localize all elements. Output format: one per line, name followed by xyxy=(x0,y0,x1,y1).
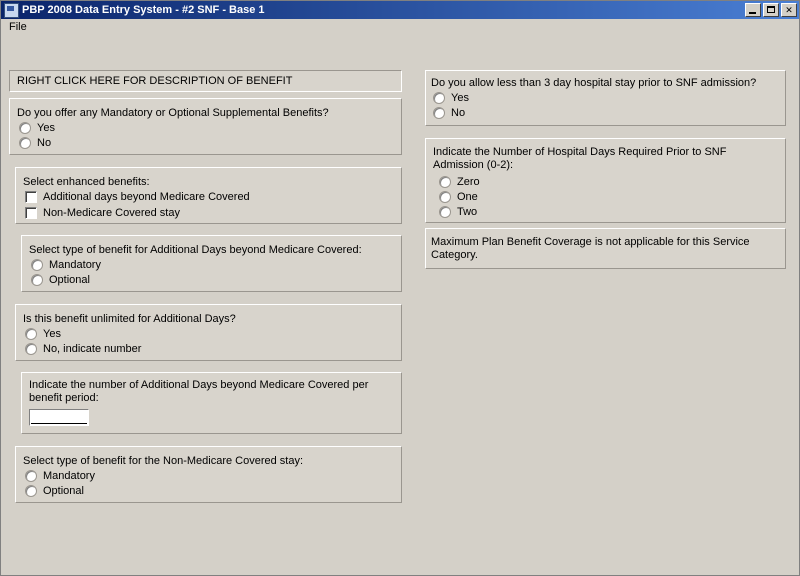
radio-icon[interactable] xyxy=(19,122,31,134)
radio-icon[interactable] xyxy=(25,470,37,482)
benefit-description-banner[interactable] xyxy=(9,70,402,92)
menu-bar xyxy=(1,19,799,36)
additional-days-benefit-type-option-mandatory[interactable] xyxy=(31,259,101,272)
option-label: Additional days beyond Medicare Covered xyxy=(43,191,250,203)
radio-icon[interactable] xyxy=(433,92,445,104)
max-plan-benefit-note: Maximum Plan Benefit Coverage is not applicable for this Service Category. xyxy=(431,236,750,261)
option-label: Yes xyxy=(37,122,55,134)
non-medicare-benefit-type-option-optional[interactable] xyxy=(25,485,84,498)
app-icon xyxy=(4,3,19,18)
option-label: Optional xyxy=(49,274,90,286)
close-button[interactable]: ✕ xyxy=(781,3,797,17)
enhanced-benefits-question: Select enhanced benefits: xyxy=(23,176,150,188)
radio-icon[interactable] xyxy=(433,107,445,119)
client-area xyxy=(1,36,799,575)
window-title: PBP 2008 Data Entry System - #2 SNF - Base 1 xyxy=(22,4,265,16)
hospital-stay-question: Do you allow less than 3 day hospital stay prior to SNF admission? xyxy=(431,77,757,89)
non-medicare-benefit-type-option-mandatory[interactable] xyxy=(25,470,95,483)
hospital-stay-option-no[interactable] xyxy=(433,107,465,120)
minimize-button[interactable] xyxy=(745,3,761,17)
enhanced-benefits-option-additional-days[interactable] xyxy=(25,191,250,204)
menu-item-file[interactable]: File xyxy=(9,21,27,33)
window-controls xyxy=(745,3,797,17)
benefit-description-label: RIGHT CLICK HERE FOR DESCRIPTION OF BENEFIT xyxy=(17,75,293,87)
option-label: Two xyxy=(457,206,478,218)
radio-icon[interactable] xyxy=(25,343,37,355)
additional-days-benefit-type-option-optional[interactable] xyxy=(31,274,90,287)
option-label: One xyxy=(457,191,478,203)
option-label: Mandatory xyxy=(43,470,95,482)
radio-icon[interactable] xyxy=(439,176,451,188)
hospital-days-required-question: Indicate the Number of Hospital Days Required Prior to SNF Admission (0-2): xyxy=(433,146,727,171)
unlimited-additional-days-option-yes[interactable] xyxy=(25,328,61,341)
supplemental-benefits-option-no[interactable] xyxy=(19,137,51,150)
radio-icon[interactable] xyxy=(25,485,37,497)
option-label: No xyxy=(451,107,466,119)
non-medicare-benefit-type-question: Select type of benefit for the Non-Medicare Covered stay: xyxy=(23,455,304,467)
additional-days-benefit-type-question: Select type of benefit for Additional Days beyond Medicare Covered: xyxy=(29,244,362,256)
option-label: Optional xyxy=(43,485,84,497)
input-underline xyxy=(31,423,87,424)
checkbox-icon[interactable] xyxy=(25,191,37,203)
option-label: Yes xyxy=(451,92,469,104)
hospital-stay-option-yes[interactable] xyxy=(433,92,469,105)
radio-icon[interactable] xyxy=(439,191,451,203)
supplemental-benefits-option-yes[interactable] xyxy=(19,122,55,135)
option-label: Zero xyxy=(457,176,480,188)
option-label: Yes xyxy=(43,328,61,340)
hospital-days-required-option-two[interactable] xyxy=(439,206,477,219)
supplemental-benefits-question: Do you offer any Mandatory or Optional Supplemental Benefits? xyxy=(17,107,329,119)
unlimited-additional-days-option-no[interactable] xyxy=(25,343,141,356)
option-label: No, indicate number xyxy=(43,343,142,355)
hospital-days-required-option-zero[interactable] xyxy=(439,176,480,189)
hospital-days-required-option-one[interactable] xyxy=(439,191,478,204)
radio-icon[interactable] xyxy=(439,206,451,218)
checkbox-icon[interactable] xyxy=(25,207,37,219)
option-label: Non-Medicare Covered stay xyxy=(43,207,180,219)
additional-days-number-question: Indicate the number of Additional Days beyond Medicare Covered per benefit period: xyxy=(29,379,369,404)
option-label: No xyxy=(37,137,52,149)
radio-icon[interactable] xyxy=(31,274,43,286)
maximize-button[interactable] xyxy=(763,3,779,17)
enhanced-benefits-option-non-medicare-stay[interactable] xyxy=(25,207,180,220)
unlimited-additional-days-question: Is this benefit unlimited for Additional Days? xyxy=(23,313,236,325)
radio-icon[interactable] xyxy=(31,259,43,271)
maximize-icon xyxy=(767,6,775,13)
additional-days-number-input[interactable] xyxy=(29,409,89,426)
title-bar xyxy=(1,1,799,19)
minimize-icon xyxy=(749,12,756,14)
radio-icon[interactable] xyxy=(25,328,37,340)
radio-icon[interactable] xyxy=(19,137,31,149)
option-label: Mandatory xyxy=(49,259,101,271)
